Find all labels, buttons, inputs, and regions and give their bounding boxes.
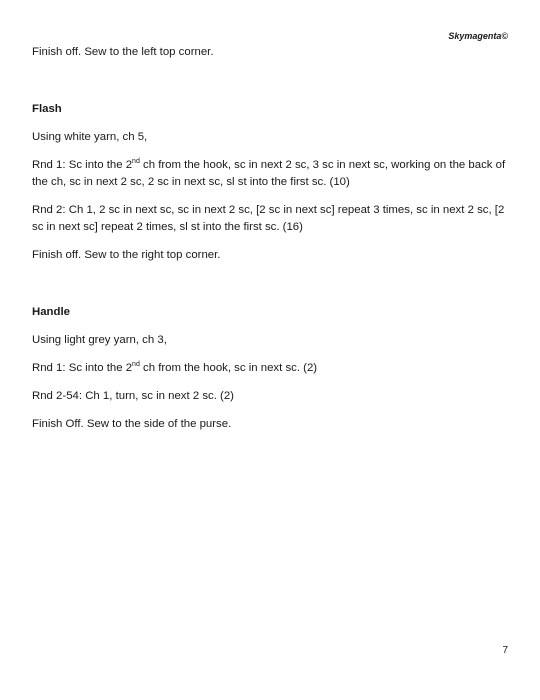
handle-round-1-prefix: Rnd 1: Sc into the 2 bbox=[32, 362, 133, 374]
flash-round-1-ordinal: nd bbox=[132, 158, 140, 166]
flash-yarn-line: Using white yarn, ch 5, bbox=[32, 131, 148, 143]
page-content bbox=[32, 44, 508, 433]
header-brand: Skymagenta© bbox=[448, 31, 508, 41]
handle-finish-line: Finish Off. Sew to the side of the purse. bbox=[32, 418, 232, 430]
page-number: 7 bbox=[502, 645, 508, 656]
flash-finish-line: Finish off. Sew to the right top corner. bbox=[32, 249, 221, 261]
flash-round-1-prefix: Rnd 1: Sc into the 2 bbox=[32, 159, 133, 171]
handle-round-1 bbox=[32, 360, 508, 377]
flash-round-1-suffix: ch from the hook, sc in next 2 sc, 3 sc in next sc, working on the back of the ch, sc in next 2 sc, 2 sc in next sc, sl st into the first sc. (10) bbox=[32, 159, 506, 188]
handle-round-1-suffix: ch from the hook, sc in next sc. (2) bbox=[139, 362, 318, 374]
intro-finish-line: Finish off. Sew to the left top corner. bbox=[32, 46, 214, 58]
handle-rounds-2-54: Rnd 2-54: Ch 1, turn, sc in next 2 sc. (2) bbox=[32, 390, 234, 402]
handle-heading: Handle bbox=[32, 306, 70, 318]
handle-yarn-line: Using light grey yarn, ch 3, bbox=[32, 334, 167, 346]
handle-round-1-ordinal: nd bbox=[132, 361, 140, 369]
flash-round-1 bbox=[32, 157, 508, 191]
flash-heading: Flash bbox=[32, 103, 62, 115]
flash-round-2: Rnd 2: Ch 1, 2 sc in next sc, sc in next 2 sc, [2 sc in next sc] repeat 3 times, sc in next 2 sc, [2 sc in next sc] repeat 2 times, sl st into the first sc. (16) bbox=[32, 204, 505, 233]
